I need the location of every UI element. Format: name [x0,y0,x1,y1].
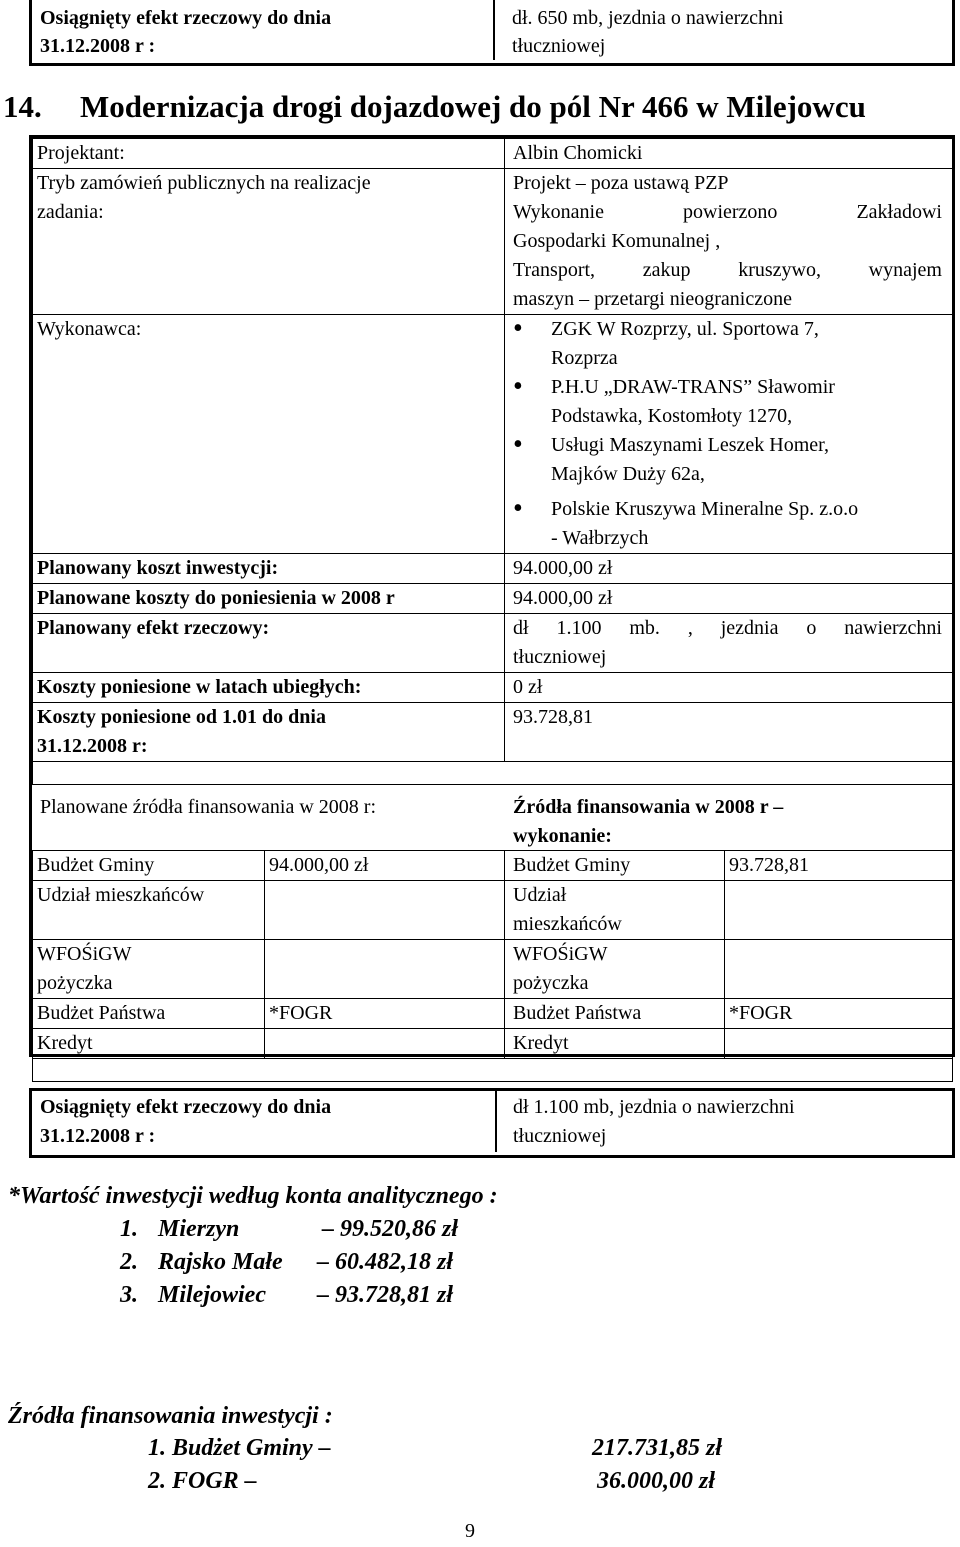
top-result-label-line2: 31.12.2008 r : [40,35,156,57]
row-spacer [33,762,953,785]
wykonawca-label: Wykonawca: [33,315,505,554]
section-number: 14. [3,89,42,124]
tryb-value-line4: Transport, zakup kruszywo, wynajem [513,259,942,281]
summary-item-num: 1. [120,1216,138,1242]
top-result-label [40,4,331,60]
wykonawca-item [513,315,948,373]
financing-table [32,850,953,1082]
section-title: Modernizacja drogi dojazdowej do pól Nr 466 w Milejowcu [80,89,866,124]
top-result-value-line1: dł. 650 mb, jezdnia o nawierzchni [512,7,784,29]
row-koszty-2008 [33,584,953,614]
fin-right-label: Budżet Gminy [505,851,725,881]
summary-item-value: – 60.482,18 zł [317,1249,454,1275]
fin-right-label-line1: Udział [513,884,567,906]
details-table [32,138,953,785]
fin-right-value: *FOGR [725,999,953,1029]
bottom-result-value-line1: dł 1.100 mb, jezdnia o nawierzchni [513,1096,795,1118]
summary-item-num: 3. [120,1282,138,1308]
koszty-2008-value: 94.000,00 zł [505,584,953,614]
fin-right-label-line2: pożyczka [513,972,589,994]
row-tryb [33,169,953,315]
fin-right-value [725,940,953,999]
efekt-label: Planowany efekt rzeczowy: [33,614,505,673]
summary-item-value: – 93.728,81 zł [317,1282,454,1308]
fin-right-value [725,1029,953,1059]
koszty-2008-label: Planowane koszty do poniesienia w 2008 r [33,584,505,614]
fin-left-value: 94.000,00 zł [265,851,505,881]
tryb-value-line5: maszyn – przetargi nieograniczone [513,288,792,310]
bottom-result-label-line2: 31.12.2008 r : [40,1125,156,1147]
financing-right-header-line2: wykonanie: [513,825,612,847]
fin-left-value [265,881,505,940]
poniesione-value: 93.728,81 [505,703,953,762]
top-result-value-line2: tłuczniowej [512,35,606,57]
tryb-label-line1: Tryb zamówień publicznych na realizacje [37,172,371,194]
bottom-result-divider [495,1091,497,1152]
fin-left-value: *FOGR [265,999,505,1029]
fin-right-label-line1: WFOŚiGW [513,943,608,965]
wykonawca-item [513,373,948,431]
poniesione-label-line1: Koszty poniesione od 1.01 do dnia [37,706,326,728]
fin-left-label: Udział mieszkańców [33,881,265,940]
summary-item-num: 2. [120,1249,138,1275]
ubiegle-label: Koszty poniesione w latach ubiegłych: [33,673,505,703]
financing-spacer-row [33,1059,953,1082]
row-ubiegle [33,673,953,703]
wykonawca-item-line1: • ZGK W Rozprzy, ul. Sportowa 7, [551,318,819,340]
wykonawca-item-line1: • Polskie Kruszywa Mineralne Sp. z.o.o [551,498,859,520]
row-projektant [33,139,953,169]
fin-right-value [725,881,953,940]
top-result-divider [493,0,495,60]
fin-left-label-line1: WFOŚiGW [37,943,132,965]
fin-left-label [33,940,265,999]
source-item-name: 1. Budżet Gminy – [148,1435,331,1461]
fin-right-label [505,881,725,940]
tryb-value-line3: Gospodarki Komunalnej , [513,230,721,252]
wykonawca-item-line1: • P.H.U „DRAW-TRANS” Sławomir [551,376,835,398]
fin-left-label-line2: pożyczka [37,972,113,994]
financing-row [33,881,953,940]
financing-left-header: Planowane źródła finansowania w 2008 r: [40,796,377,818]
source-item-name: 2. FOGR – [148,1468,257,1494]
fin-right-label-line2: mieszkańców [513,913,622,935]
row-efekt [33,614,953,673]
bottom-result-value-line2: tłuczniowej [513,1125,607,1147]
fin-right-label: Budżet Państwa [505,999,725,1029]
summary-item-name: Milejowiec [158,1282,266,1308]
wykonawca-item-line2: Podstawka, Kostomłoty 1270, [551,405,793,427]
fin-right-label: Kredyt [505,1029,725,1059]
summary-item-value: – 99.520,86 zł [322,1216,459,1242]
tryb-label [33,169,505,315]
tryb-label-line2: zadania: [37,201,104,223]
projektant-value: Albin Chomicki [505,139,953,169]
tryb-value [505,169,953,315]
wykonawca-list [505,315,953,554]
efekt-value-line2: tłuczniowej [513,646,607,668]
koszt-label: Planowany koszt inwestycji: [33,554,505,584]
financing-row [33,851,953,881]
bottom-result-label-line1: Osiągnięty efekt rzeczowy do dnia [40,1096,332,1118]
row-koszt [33,554,953,584]
source-item-value: 36.000,00 zł [597,1468,716,1494]
poniesione-label-line2: 31.12.2008 r: [37,735,148,757]
efekt-value [505,614,953,673]
fin-left-label: Kredyt [33,1029,265,1059]
wykonawca-item-line2: Rozprza [551,347,618,369]
row-poniesione [33,703,953,762]
page-number: 9 [465,1520,475,1542]
source-item-value: 217.731,85 zł [592,1435,723,1461]
spacer-cell [33,1059,953,1082]
row-wykonawca [33,315,953,554]
projektant-label: Projektant: [33,139,505,169]
fin-left-value [265,940,505,999]
efekt-value-line1: dł 1.100 mb. , jezdnia o nawierzchni [513,617,942,639]
summary-item-name: Mierzyn [158,1216,240,1242]
financing-row [33,940,953,999]
sources-heading: Źródła finansowania inwestycji : [8,1403,333,1429]
tryb-value-line1: Projekt – poza ustawą PZP [513,172,729,194]
wykonawca-item-line2: Majków Duży 62a, [551,463,705,485]
financing-row [33,1029,953,1059]
wykonawca-item [513,431,948,489]
fin-right-label [505,940,725,999]
summary-heading: *Wartość inwestycji według konta analitycznego : [8,1183,498,1209]
top-result-label-line1: Osiągnięty efekt rzeczowy do dnia [40,7,332,29]
financing-right-header [513,793,783,851]
spacer-cell [33,762,953,785]
koszt-value: 94.000,00 zł [505,554,953,584]
bottom-result-label [40,1093,331,1151]
financing-right-header-line1: Źródła finansowania w 2008 r – [513,796,784,818]
wykonawca-item-line2: - Wałbrzych [551,527,649,549]
fin-right-value: 93.728,81 [725,851,953,881]
top-result-value [512,4,784,60]
summary-item-name: Rajsko Małe [158,1249,283,1275]
poniesione-label [33,703,505,762]
wykonawca-item [513,495,948,553]
fin-left-label: Budżet Gminy [33,851,265,881]
tryb-value-line2: Wykonanie powierzono Zakładowi [513,201,942,223]
wykonawca-item-line1: • Usługi Maszynami Leszek Homer, [551,434,830,456]
fin-left-label: Budżet Państwa [33,999,265,1029]
financing-row [33,999,953,1029]
ubiegle-value: 0 zł [505,673,953,703]
bottom-result-value [513,1093,795,1151]
fin-left-value [265,1029,505,1059]
